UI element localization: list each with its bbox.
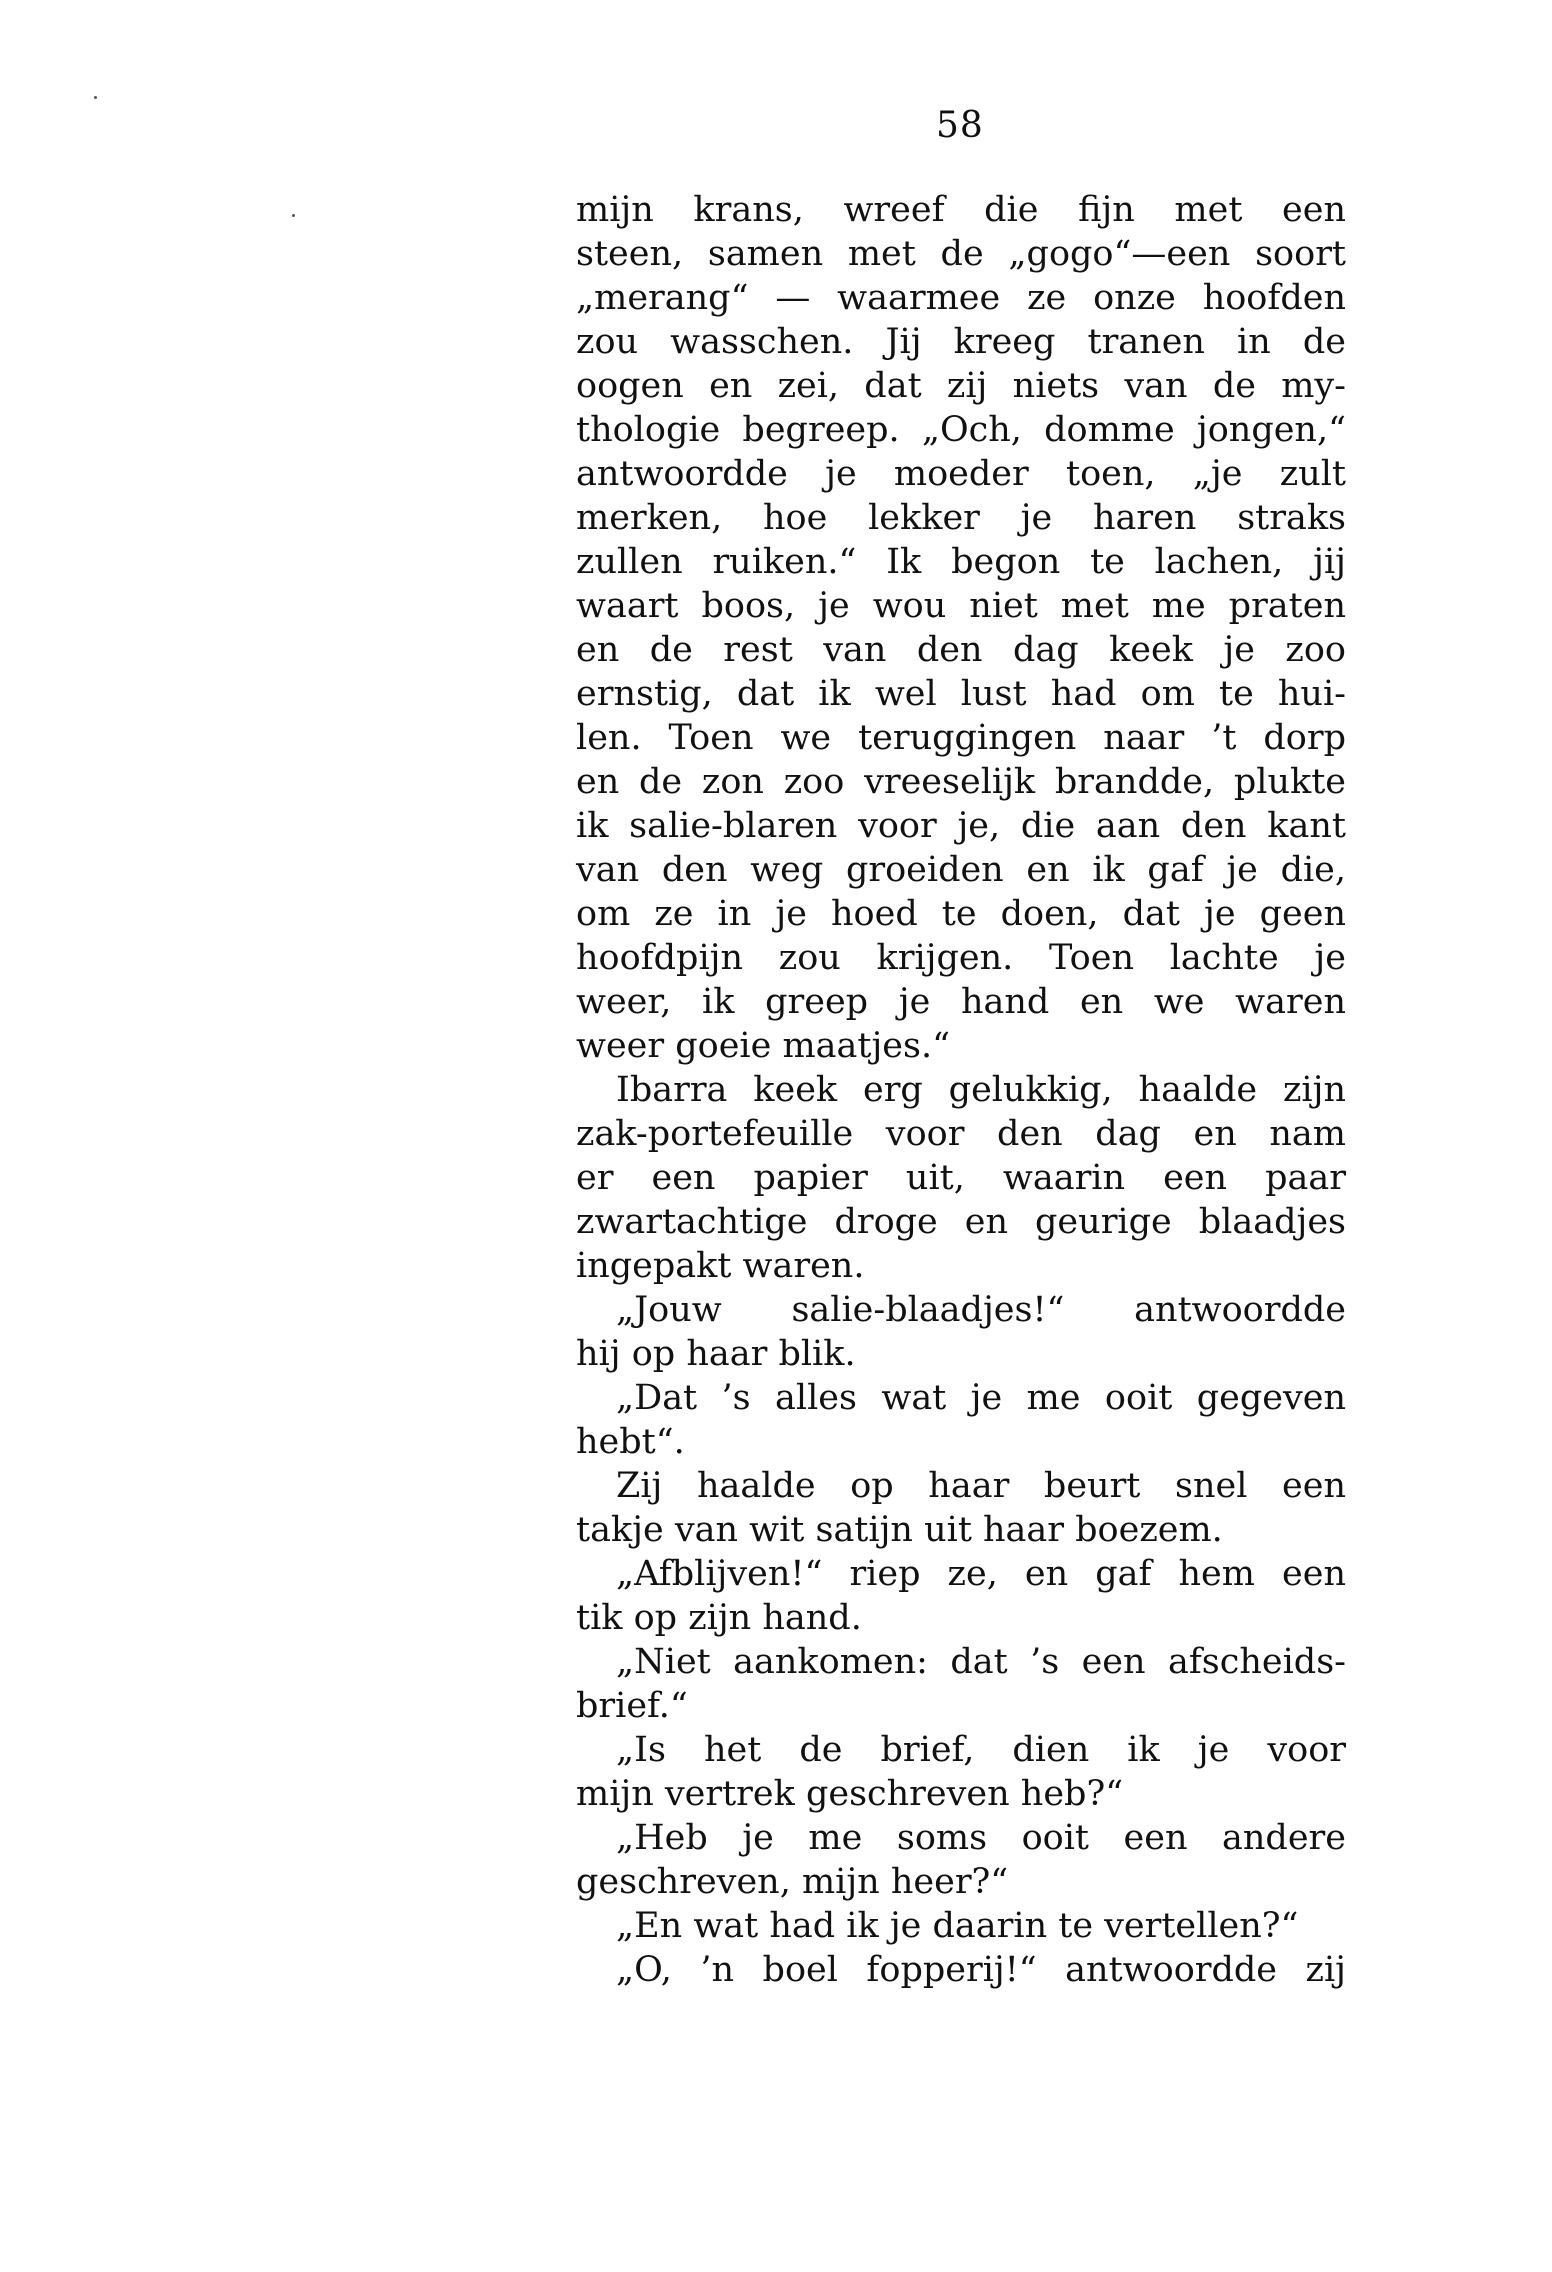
- text-line: antwoordde je moeder toen, „je zult: [576, 454, 1346, 494]
- text-line: merken, hoe lekker je haren straks: [576, 498, 1346, 538]
- scan-speck: [94, 96, 97, 99]
- text-line: mijn vertrek geschreven heb?“: [576, 1774, 1124, 1814]
- text-line: van den weg groeiden en ik gaf je die,: [576, 850, 1346, 890]
- text-line: „En wat had ik je daarin te vertellen?“: [616, 1906, 1299, 1946]
- scan-speck: [292, 214, 295, 217]
- text-line: zwartachtige droge en geurige blaadjes: [576, 1202, 1346, 1242]
- text-line: om ze in je hoed te doen, dat je geen: [576, 894, 1346, 934]
- text-line: ernstig, dat ik wel lust had om te hui-: [576, 674, 1346, 714]
- text-line: hoofdpijn zou krijgen. Toen lachte je: [576, 938, 1346, 978]
- text-line: Zij haalde op haar beurt snel een: [616, 1466, 1346, 1506]
- text-line: „Is het de brief, dien ik je voor: [616, 1730, 1346, 1770]
- body-text: [576, 188, 1346, 1992]
- text-line: geschreven, mijn heer?“: [576, 1862, 1009, 1902]
- text-line: „Jouw salie-blaadjes!“ antwoordde: [616, 1290, 1346, 1330]
- text-line: zullen ruiken.“ Ik begon te lachen, jij: [576, 542, 1346, 582]
- text-line: en de rest van den dag keek je zoo: [576, 630, 1346, 670]
- text-line: „Niet aankomen: dat ’s een afscheids-: [616, 1642, 1346, 1682]
- text-line: oogen en zei, dat zij niets van de my-: [576, 366, 1346, 406]
- text-line: waart boos, je wou niet met me praten: [576, 586, 1346, 626]
- text-line: „Heb je me soms ooit een andere: [616, 1818, 1346, 1858]
- text-line: zou wasschen. Jij kreeg tranen in de: [576, 322, 1346, 362]
- text-line: hij op haar blik.: [576, 1334, 856, 1374]
- text-line: ingepakt waren.: [576, 1246, 865, 1286]
- text-line: er een papier uit, waarin een paar: [576, 1158, 1346, 1198]
- text-line: Ibarra keek erg gelukkig, haalde zijn: [616, 1070, 1346, 1110]
- text-line: mijn krans, wreef die fijn met een: [576, 190, 1346, 230]
- text-line: „O, ’n boel fopperij!“ antwoordde zij: [616, 1950, 1346, 1990]
- text-line: tik op zijn hand.: [576, 1598, 862, 1638]
- text-line: len. Toen we teruggingen naar ’t dorp: [576, 718, 1346, 758]
- text-line: weer, ik greep je hand en we waren: [576, 982, 1346, 1022]
- text-line: „merang“ — waarmee ze onze hoofden: [576, 278, 1346, 318]
- text-line: thologie begreep. „Och, domme jongen,“: [576, 410, 1346, 450]
- text-line: steen, samen met de „gogo“—een soort: [576, 234, 1346, 274]
- page-number: 58: [936, 105, 984, 146]
- text-line: en de zon zoo vreeselijk brandde, plukte: [576, 762, 1346, 802]
- text-line: ik salie-blaren voor je, die aan den kant: [576, 806, 1346, 846]
- text-line: brief.“: [576, 1686, 688, 1726]
- text-line: zak-portefeuille voor den dag en nam: [576, 1114, 1346, 1154]
- text-line: „Afblijven!“ riep ze, en gaf hem een: [616, 1554, 1346, 1594]
- text-line: „Dat ’s alles wat je me ooit gegeven: [616, 1378, 1346, 1418]
- text-line: hebt“.: [576, 1422, 685, 1462]
- text-line: takje van wit satijn uit haar boezem.: [576, 1510, 1223, 1550]
- text-line: weer goeie maatjes.“: [576, 1026, 950, 1066]
